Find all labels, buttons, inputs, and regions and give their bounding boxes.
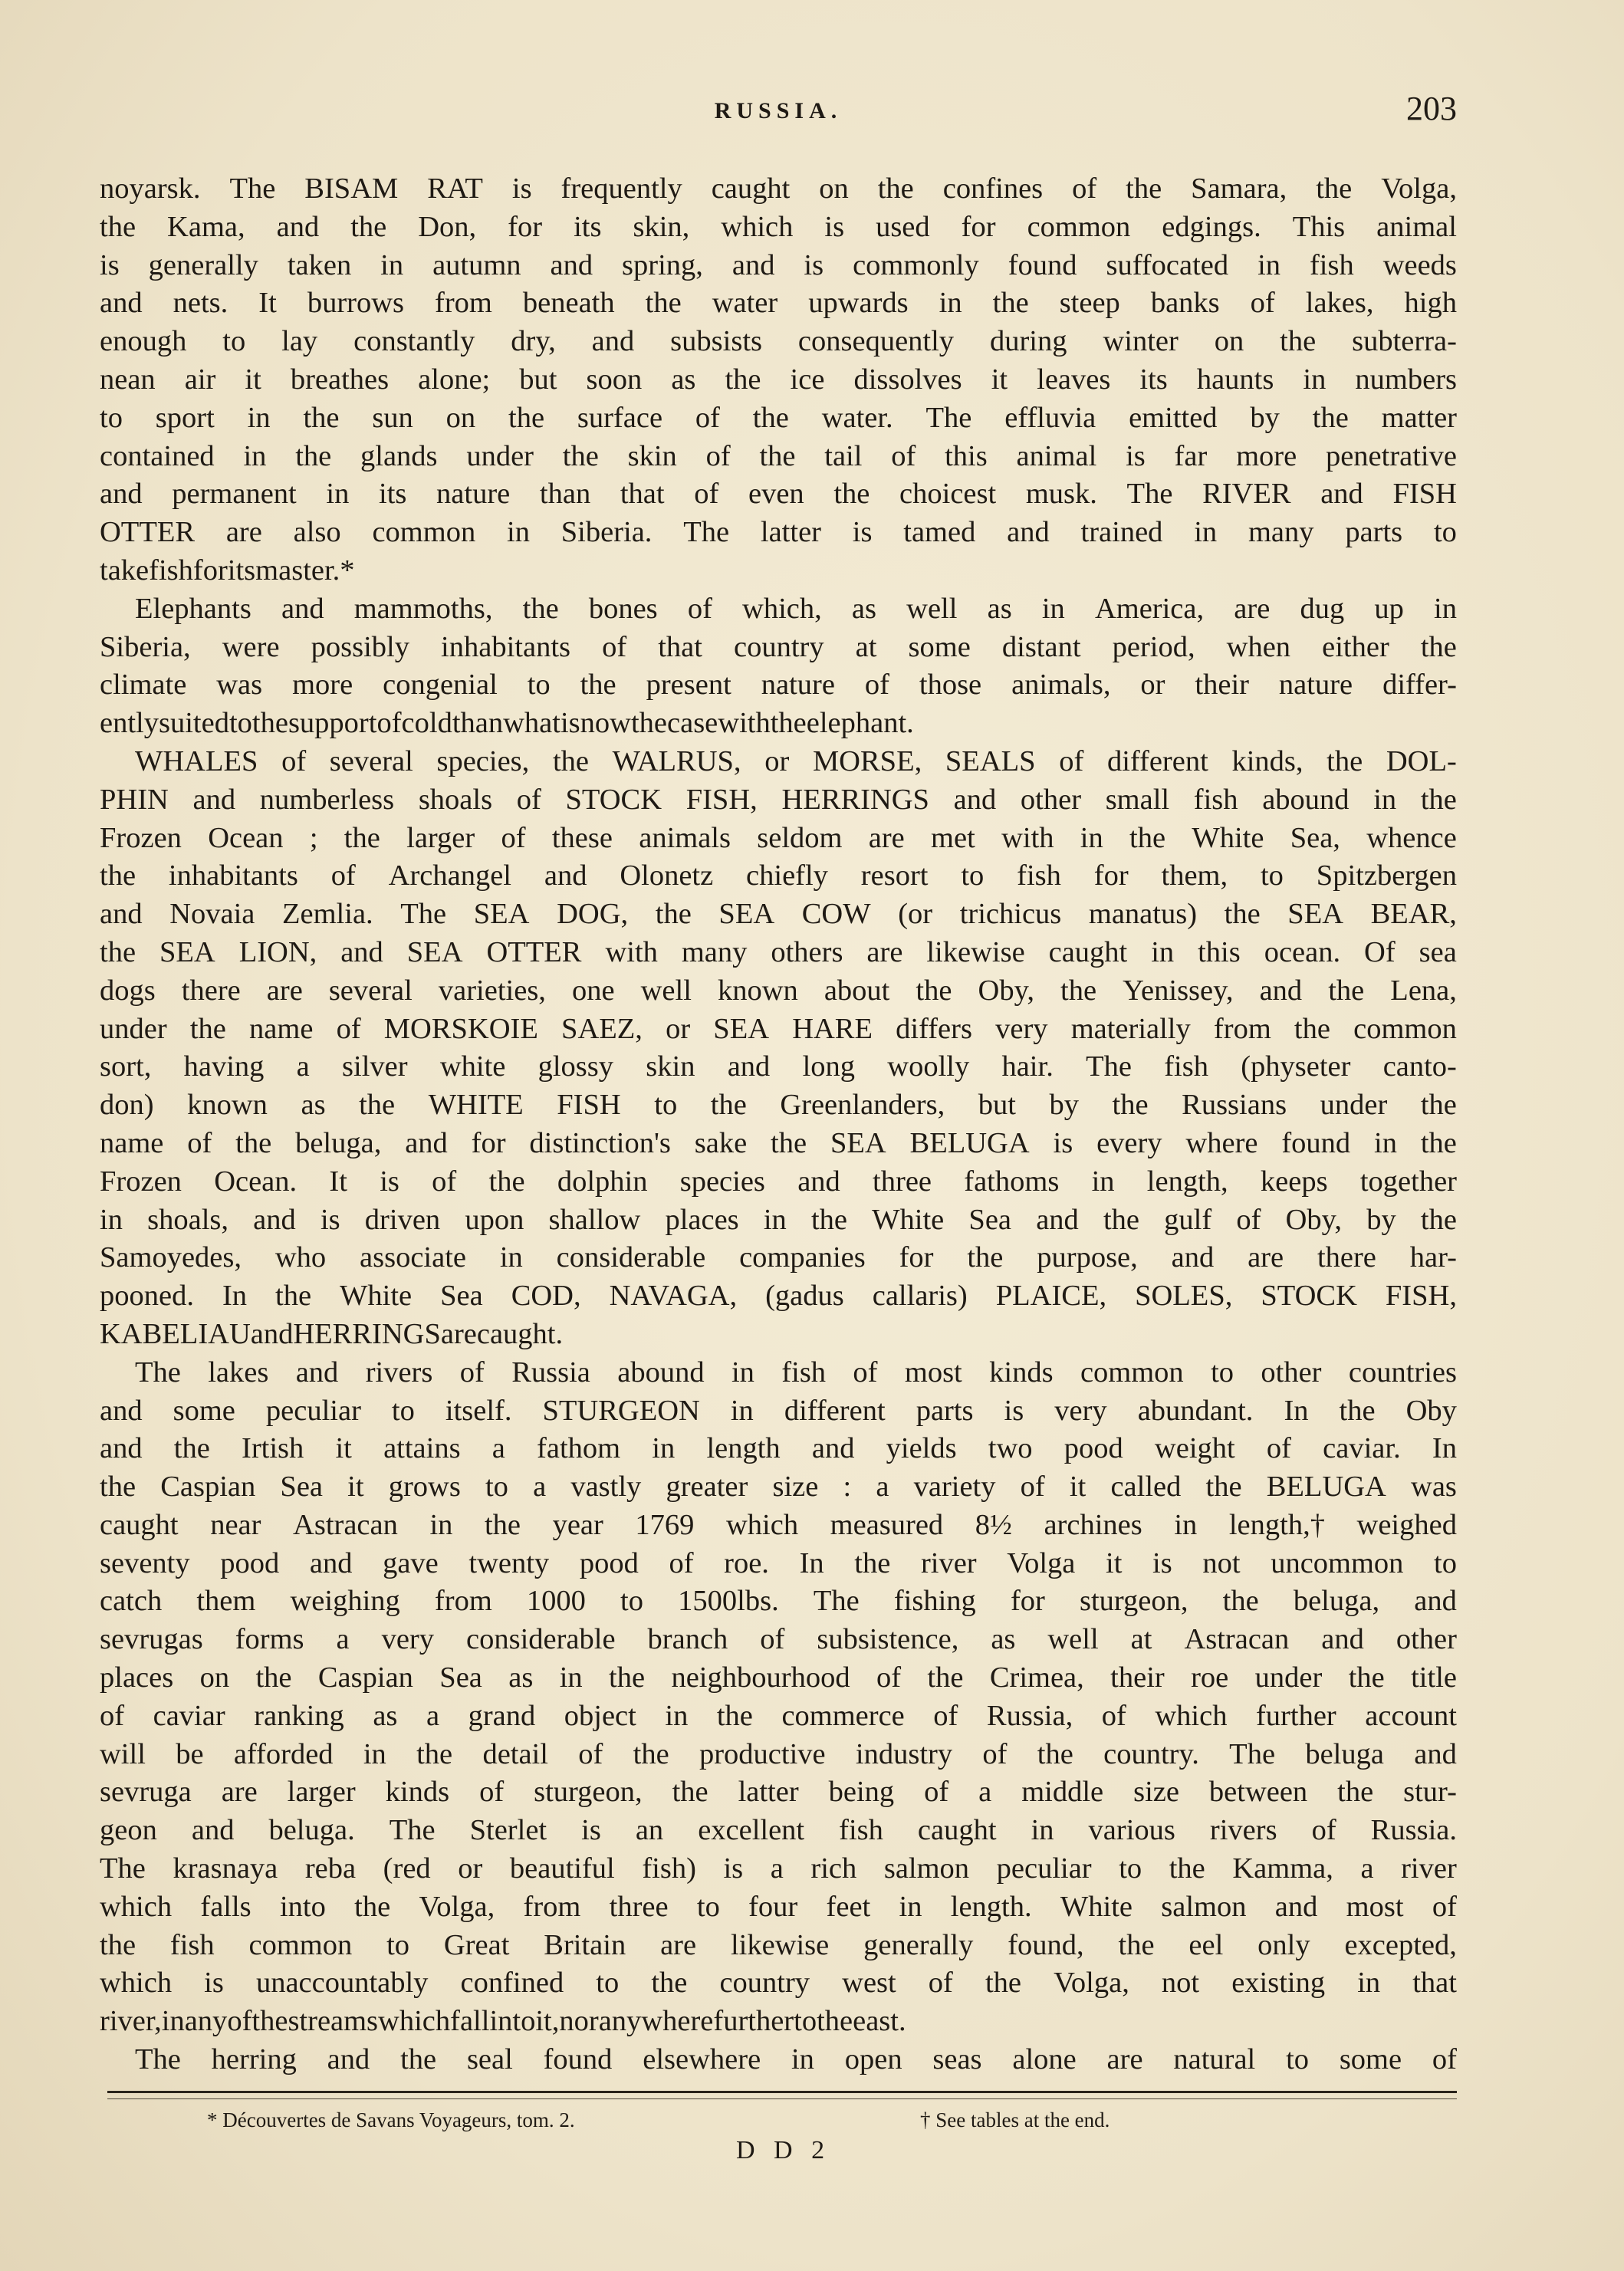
page-header [100,90,1457,144]
text-line: The krasnaya reba (red or beautiful fish) is a rich salmon peculiar to the Kamma, a river [100,1852,1457,1885]
text-line: the Caspian Sea it grows to a vastly greater size : a variety of it called the BELUGA was [100,1471,1457,1504]
text-line: sevrugas forms a very considerable branch of subsistence, as well at Astracan and other [100,1623,1457,1656]
text-line: dogs there are several varieties, one well known about the Oby, the Yenissey, and the Lena, [100,974,1457,1007]
text-line: the SEA LION, and SEA OTTER with many others are likewise caught in this ocean. Of sea [100,935,1457,968]
text-line: river, in any of the streams which fall into it, nor any where further to the east. [100,2005,906,2038]
text-line: caught near Astracan in the year 1769 which measured 8½ archines in length,† weighed [100,1508,1457,1541]
footnote-2: † See tables at the end. [920,2108,1110,2131]
text-line: climate was more congenial to the present nature of those animals, or their nature differ- [100,669,1457,702]
footnote-rule-thin [107,2098,1457,2099]
text-line: name of the beluga, and for distinction's sake the SEA BELUGA is every where found in the [100,1126,1457,1159]
text-line: nean air it breathes alone; but soon as the ice dissolves it leaves its haunts in numbers [100,363,1457,396]
text-line: Frozen Ocean ; the larger of these animals seldom are met with in the White Sea, whence [100,821,1457,854]
text-line: PHIN and numberless shoals of STOCK FISH, HERRINGS and other small fish abound in the [100,783,1457,816]
body-text [100,170,1457,2079]
text-line: The lakes and rivers of Russia abound in fish of most kinds common to other countries [135,1356,1457,1389]
page-number: 203 [1406,90,1457,127]
text-line: and the Irtish it attains a fathom in length and yields two pood weight of caviar. In [100,1432,1457,1465]
text-line: WHALES of several species, the WALRUS, or MORSE, SEALS of different kinds, the DOL- [135,744,1457,777]
text-line: seventy pood and gave twenty pood of roe. In the river Volga it is not uncommon to [100,1546,1457,1579]
footnote-1: * Découvertes de Savans Voyageurs, tom. 2. [207,2108,575,2131]
text-line: Samoyedes, who associate in considerable companies for the purpose, and are there har- [100,1241,1457,1274]
text-line: which is unaccountably confined to the country west of the Volga, not existing in that [100,1967,1457,2000]
text-line: sort, having a silver white glossy skin and long woolly hair. The fish (physeter canto- [100,1050,1457,1083]
text-line: of caviar ranking as a grand object in the commerce of Russia, of which further account [100,1699,1457,1732]
text-line: Elephants and mammoths, the bones of which, as well as in America, are dug up in [135,592,1457,625]
text-line: pooned. In the White Sea COD, NAVAGA, (gadus callaris) PLAICE, SOLES, STOCK FISH, [100,1280,1457,1313]
text-line: contained in the glands under the skin of the tail of this animal is far more penetrative [100,439,1457,472]
text-line: which falls into the Volga, from three to four feet in length. White salmon and most of [100,1890,1457,1923]
text-line: sevruga are larger kinds of sturgeon, the latter being of a middle size between the stur- [100,1776,1457,1809]
text-line: ently suited to the support of cold than what is now the case with the elephant. [100,707,914,740]
text-line: under the name of MORSKOIE SAEZ, or SEA HARE differs very materially from the common [100,1012,1457,1045]
text-line: Siberia, were possibly inhabitants of that country at some distant period, when either the [100,630,1457,663]
text-line: KABELIAU and HERRINGS are caught. [100,1317,564,1350]
text-line: and some peculiar to itself. STURGEON in different parts is very abundant. In the Oby [100,1394,1457,1427]
text-line: places on the Caspian Sea as in the neighbourhood of the Crimea, their roe under the title [100,1661,1457,1694]
running-title: RUSSIA. [714,98,843,123]
text-line: and Novaia Zemlia. The SEA DOG, the SEA COW (or trichicus manatus) the SEA BEAR, [100,898,1457,931]
text-line: enough to lay constantly dry, and subsists consequently during winter on the subterra- [100,325,1457,358]
text-line: geon and beluga. The Sterlet is an excellent fish caught in various rivers of Russia. [100,1814,1457,1847]
text-line: in shoals, and is driven upon shallow places in the White Sea and the gulf of Oby, by the [100,1203,1457,1236]
text-line: is generally taken in autumn and spring, and is commonly found suffocated in fish weeds [100,248,1457,281]
signature-mark: D D 2 [736,2136,831,2164]
footnote-rule [107,2091,1457,2093]
text-line: noyarsk. The BISAM RAT is frequently caught on the confines of the Samara, the Volga, [100,173,1457,205]
text-line: to sport in the sun on the surface of the water. The effluvia emitted by the matter [100,401,1457,434]
text-line: catch them weighing from 1000 to 1500lbs. The fishing for sturgeon, the beluga, and [100,1585,1457,1618]
text-line: OTTER are also common in Siberia. The latter is tamed and trained in many parts to [100,516,1457,549]
text-line: the inhabitants of Archangel and Olonetz chiefly resort to fish for them, to Spitzbergen [100,859,1457,892]
text-line: the Kama, and the Don, for its skin, which is used for common edgings. This animal [100,210,1457,243]
text-line: and nets. It burrows from beneath the water upwards in the steep banks of lakes, high [100,287,1457,320]
text-line: take fish for its master.* [100,554,355,587]
text-line: and permanent in its nature than that of even the choicest musk. The RIVER and FISH [100,478,1457,511]
text-line: will be afforded in the detail of the productive industry of the country. The beluga and [100,1737,1457,1770]
text-line: the fish common to Great Britain are likewise generally found, the eel only excepted, [100,1928,1457,1961]
text-line: The herring and the seal found elsewhere in open seas alone are natural to some of [135,2043,1457,2076]
text-line: Frozen Ocean. It is of the dolphin species and three fathoms in length, keeps together [100,1165,1457,1198]
text-line: don) known as the WHITE FISH to the Greenlanders, but by the Russians under the [100,1089,1457,1122]
